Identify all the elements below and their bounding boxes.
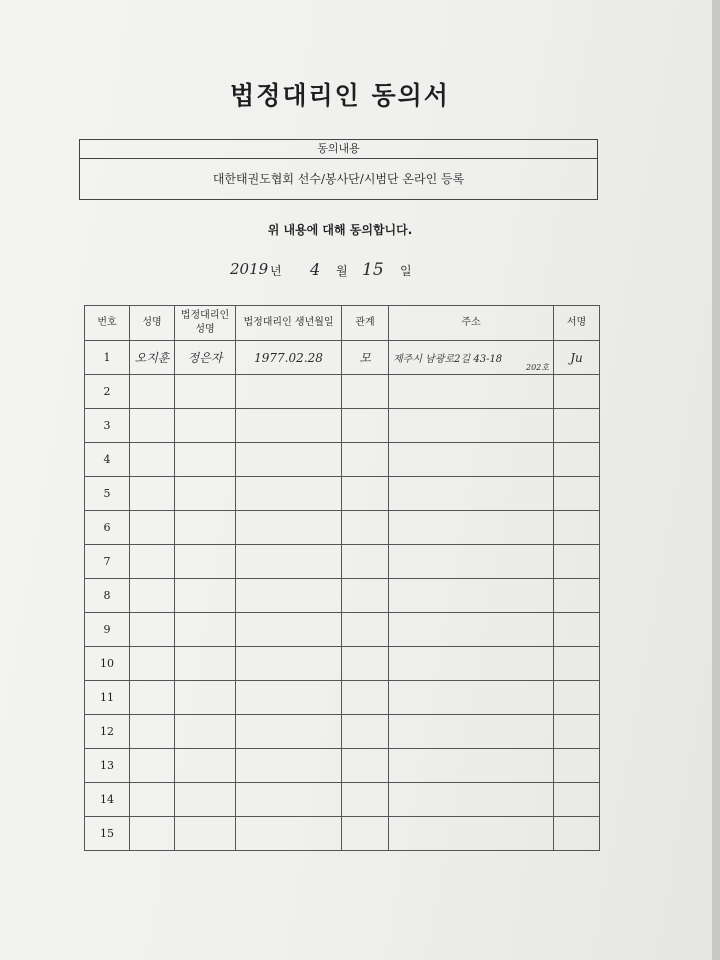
- consent-text: 대한태권도협회 선수/봉사단/시범단 온라인 등록: [212, 172, 465, 186]
- cell-relation: [342, 783, 389, 817]
- table-row: [85, 375, 600, 409]
- cell-signature: [554, 647, 600, 681]
- table-row: [85, 341, 600, 375]
- cell-name: [130, 579, 175, 613]
- cell-relation: [342, 613, 389, 647]
- cell-name: [130, 783, 175, 817]
- cell-number: 10: [85, 647, 130, 681]
- cell-number: 3: [85, 409, 130, 443]
- cell-signature: [554, 817, 600, 851]
- cell-guardian-name: [175, 647, 236, 681]
- cell-guardian-name: [175, 817, 236, 851]
- cell-guardian-name: [175, 511, 236, 545]
- cell-relation: [342, 545, 389, 579]
- cell-address: [389, 545, 554, 579]
- cell-relation: [342, 647, 389, 681]
- guardian-table: [84, 305, 600, 851]
- header-guardian-birthdate: 법정대리인 생년월일: [236, 306, 342, 341]
- header-signature: 서명: [554, 306, 600, 341]
- cell-guardian-birthdate: [236, 443, 342, 477]
- cell-number: 11: [85, 681, 130, 715]
- cell-name: [130, 715, 175, 749]
- cell-address: [389, 647, 554, 681]
- table-row: [85, 613, 600, 647]
- cell-relation: [342, 749, 389, 783]
- cell-name: [130, 817, 175, 851]
- cell-number: 2: [85, 375, 130, 409]
- cell-guardian-name: [175, 477, 236, 511]
- cell-signature: [554, 715, 600, 749]
- cell-signature: [554, 443, 600, 477]
- cell-signature: [554, 375, 600, 409]
- table-body: [85, 341, 600, 851]
- table-row: [85, 715, 600, 749]
- cell-relation: [342, 681, 389, 715]
- cell-guardian-name: [175, 681, 236, 715]
- date-year: 2019: [230, 260, 269, 278]
- agree-statement: 위 내용에 대해 동의합니다.: [267, 223, 413, 237]
- cell-guardian-birthdate: [236, 647, 342, 681]
- cell-name: [130, 545, 175, 579]
- cell-name: 오지훈: [130, 341, 175, 375]
- cell-number: 5: [85, 477, 130, 511]
- cell-guardian-birthdate: [236, 613, 342, 647]
- table-row: [85, 477, 600, 511]
- cell-guardian-name: [175, 443, 236, 477]
- table-row: [85, 443, 600, 477]
- cell-address: [389, 579, 554, 613]
- cell-signature: [554, 545, 600, 579]
- cell-number: 14: [85, 783, 130, 817]
- cell-relation: 모: [342, 341, 389, 375]
- cell-name: [130, 477, 175, 511]
- address-line: 제주시 남광로2길 43-18: [393, 354, 503, 365]
- date-year-unit: 년: [270, 264, 282, 278]
- cell-relation: [342, 409, 389, 443]
- cell-number: 4: [85, 443, 130, 477]
- cell-signature: [554, 613, 600, 647]
- header-guardian-name: 법정대리인 성명: [175, 306, 236, 341]
- cell-guardian-birthdate: [236, 749, 342, 783]
- cell-guardian-birthdate: [236, 681, 342, 715]
- cell-signature: Ju: [554, 341, 600, 375]
- table-row: [85, 409, 600, 443]
- cell-guardian-name: [175, 613, 236, 647]
- cell-number: 15: [85, 817, 130, 851]
- cell-guardian-birthdate: 1977.02.28: [236, 341, 342, 375]
- cell-name: [130, 681, 175, 715]
- cell-address: [389, 375, 554, 409]
- cell-guardian-birthdate: [236, 817, 342, 851]
- cell-guardian-name: [175, 579, 236, 613]
- cell-guardian-name: [175, 545, 236, 579]
- cell-relation: [342, 511, 389, 545]
- cell-guardian-birthdate: [236, 715, 342, 749]
- cell-relation: [342, 715, 389, 749]
- cell-guardian-birthdate: [236, 511, 342, 545]
- cell-address: [389, 341, 554, 375]
- date-day: 15: [362, 260, 384, 280]
- cell-signature: [554, 409, 600, 443]
- cell-name: [130, 749, 175, 783]
- cell-number: 1: [85, 341, 130, 375]
- cell-name: [130, 647, 175, 681]
- cell-address: [389, 477, 554, 511]
- cell-relation: [342, 579, 389, 613]
- cell-relation: [342, 477, 389, 511]
- cell-guardian-birthdate: [236, 579, 342, 613]
- header-number: 번호: [85, 306, 130, 341]
- cell-name: [130, 409, 175, 443]
- cell-guardian-name: [175, 375, 236, 409]
- cell-guardian-birthdate: [236, 477, 342, 511]
- table-row: [85, 545, 600, 579]
- cell-number: 12: [85, 715, 130, 749]
- date-month-unit: 월: [336, 264, 348, 278]
- cell-address: [389, 817, 554, 851]
- cell-address: [389, 681, 554, 715]
- cell-signature: [554, 477, 600, 511]
- cell-signature: [554, 681, 600, 715]
- cell-signature: [554, 783, 600, 817]
- cell-signature: [554, 749, 600, 783]
- header-address: 주소: [389, 306, 554, 341]
- cell-address: [389, 613, 554, 647]
- cell-name: [130, 375, 175, 409]
- consent-box: [79, 139, 598, 200]
- header-name: 성명: [130, 306, 175, 341]
- cell-guardian-name: [175, 783, 236, 817]
- table-row: [85, 579, 600, 613]
- paper-edge-shadow: [712, 0, 720, 960]
- cell-name: [130, 443, 175, 477]
- cell-signature: [554, 511, 600, 545]
- cell-name: [130, 613, 175, 647]
- table-row: [85, 647, 600, 681]
- document-title: 법정대리인 동의서: [230, 81, 450, 110]
- cell-guardian-name: [175, 749, 236, 783]
- cell-relation: [342, 443, 389, 477]
- cell-guardian-birthdate: [236, 545, 342, 579]
- consent-header: 동의내용: [80, 140, 597, 159]
- cell-guardian-name: [175, 715, 236, 749]
- cell-number: 8: [85, 579, 130, 613]
- cell-address: [389, 443, 554, 477]
- cell-address: [389, 409, 554, 443]
- cell-relation: [342, 375, 389, 409]
- date-month: 4: [310, 260, 321, 279]
- table-row: [85, 749, 600, 783]
- cell-number: 6: [85, 511, 130, 545]
- table-row: [85, 511, 600, 545]
- table-row: [85, 817, 600, 851]
- date-day-unit: 일: [400, 264, 412, 278]
- cell-guardian-birthdate: [236, 375, 342, 409]
- cell-guardian-name: 정은자: [175, 341, 236, 375]
- cell-address: [389, 715, 554, 749]
- header-relation: 관계: [342, 306, 389, 341]
- cell-address: [389, 511, 554, 545]
- cell-address: [389, 783, 554, 817]
- cell-address: [389, 749, 554, 783]
- cell-guardian-birthdate: [236, 783, 342, 817]
- cell-name: [130, 511, 175, 545]
- cell-relation: [342, 817, 389, 851]
- table-row: [85, 783, 600, 817]
- cell-guardian-birthdate: [236, 409, 342, 443]
- cell-guardian-name: [175, 409, 236, 443]
- cell-signature: [554, 579, 600, 613]
- cell-number: 13: [85, 749, 130, 783]
- table-row: [85, 681, 600, 715]
- address-unit: 202호: [526, 363, 549, 372]
- table-header-row: [85, 306, 600, 341]
- cell-number: 9: [85, 613, 130, 647]
- cell-number: 7: [85, 545, 130, 579]
